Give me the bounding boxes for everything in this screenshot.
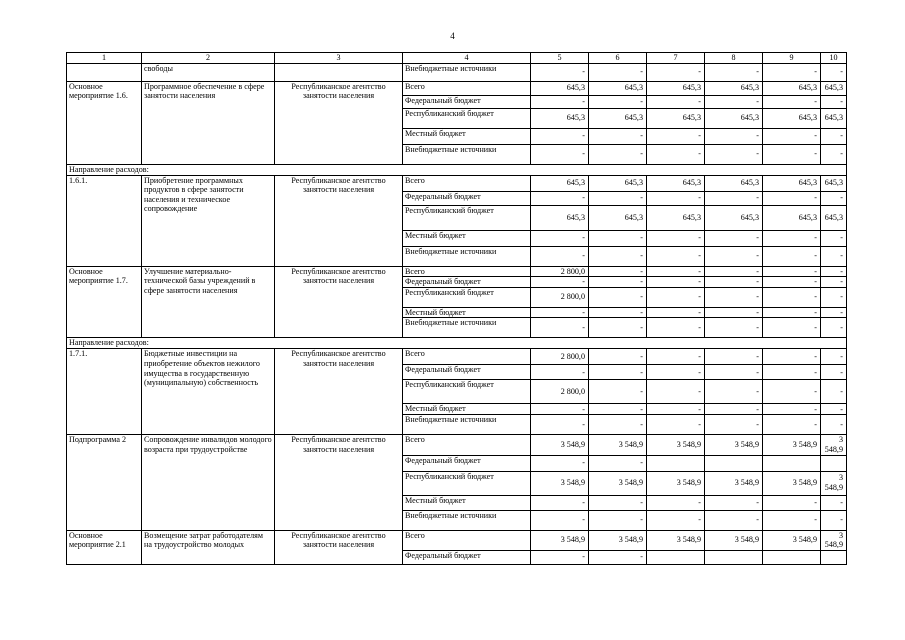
source-cell: Республиканский бюджет	[403, 471, 531, 495]
value-cell: -	[821, 63, 847, 81]
column-header: 3	[275, 53, 403, 64]
direction-row	[67, 164, 847, 175]
value-cell: 3 548,9	[821, 530, 847, 550]
value-cell: -	[647, 415, 705, 435]
value-cell	[705, 550, 763, 564]
table-row	[67, 175, 847, 191]
direction-label: Направление расходов:	[67, 338, 847, 349]
source-cell: Республиканский бюджет	[403, 108, 531, 128]
value-cell: -	[589, 230, 647, 246]
value-cell: -	[531, 307, 589, 318]
value-cell: -	[763, 307, 821, 318]
value-cell: -	[589, 95, 647, 108]
value-cell: -	[705, 191, 763, 205]
value-cell	[821, 455, 847, 471]
value-cell: 645,3	[705, 108, 763, 128]
executor-cell: Республиканское агентство занятости населения	[275, 349, 403, 435]
value-cell: -	[647, 246, 705, 266]
source-cell: Всего	[403, 266, 531, 277]
table-row	[67, 349, 847, 365]
value-cell: -	[763, 287, 821, 307]
value-cell: 2 800,0	[531, 287, 589, 307]
value-cell: 645,3	[589, 205, 647, 230]
value-cell: 645,3	[763, 175, 821, 191]
value-cell: -	[705, 63, 763, 81]
value-cell: -	[763, 266, 821, 277]
value-cell: 645,3	[705, 175, 763, 191]
budget-table	[66, 52, 847, 565]
value-cell: -	[647, 128, 705, 144]
column-header-row	[67, 53, 847, 64]
value-cell: 3 548,9	[763, 471, 821, 495]
name-cell: Улучшение материально-технической базы учреждений в сфере занятости населения	[142, 266, 275, 338]
value-cell: -	[705, 277, 763, 288]
value-cell: 645,3	[647, 175, 705, 191]
column-header: 4	[403, 53, 531, 64]
column-header: 2	[142, 53, 275, 64]
value-cell: -	[647, 307, 705, 318]
value-cell: -	[763, 230, 821, 246]
value-cell	[821, 550, 847, 564]
value-cell: -	[821, 191, 847, 205]
name-cell: Приобретение программных продуктов в сфере занятости населения и техническое сопровождение	[142, 175, 275, 266]
value-cell: -	[647, 230, 705, 246]
value-cell: -	[763, 191, 821, 205]
value-cell: 3 548,9	[647, 471, 705, 495]
value-cell: 3 548,9	[763, 435, 821, 455]
value-cell: 645,3	[705, 205, 763, 230]
value-cell: -	[821, 307, 847, 318]
value-cell: 3 548,9	[589, 471, 647, 495]
value-cell: -	[821, 318, 847, 338]
source-cell: Всего	[403, 530, 531, 550]
executor-cell	[275, 63, 403, 81]
value-cell: -	[705, 128, 763, 144]
value-cell: -	[589, 550, 647, 564]
value-cell: -	[705, 144, 763, 164]
value-cell: -	[821, 349, 847, 365]
value-cell: -	[705, 365, 763, 380]
table-row	[67, 435, 847, 455]
table-body	[67, 53, 847, 565]
source-cell: Федеральный бюджет	[403, 365, 531, 380]
value-cell: 645,3	[647, 205, 705, 230]
code-cell: Основное мероприятие 2.1	[67, 530, 142, 564]
value-cell: -	[589, 191, 647, 205]
table-row	[67, 63, 847, 81]
executor-cell: Республиканское агентство занятости населения	[275, 435, 403, 530]
value-cell: -	[531, 230, 589, 246]
value-cell: -	[589, 380, 647, 404]
value-cell: -	[589, 349, 647, 365]
value-cell: -	[821, 266, 847, 277]
value-cell: 645,3	[647, 81, 705, 95]
value-cell: 3 548,9	[531, 435, 589, 455]
value-cell: -	[531, 455, 589, 471]
value-cell: 3 548,9	[531, 530, 589, 550]
value-cell: 3 548,9	[705, 435, 763, 455]
source-cell: Всего	[403, 81, 531, 95]
value-cell: 645,3	[647, 108, 705, 128]
value-cell: -	[763, 495, 821, 510]
value-cell: -	[821, 380, 847, 404]
value-cell: -	[763, 95, 821, 108]
value-cell: -	[531, 495, 589, 510]
value-cell: -	[531, 415, 589, 435]
column-header: 7	[647, 53, 705, 64]
value-cell: 3 548,9	[705, 471, 763, 495]
value-cell: -	[763, 380, 821, 404]
value-cell: -	[705, 318, 763, 338]
value-cell: -	[589, 455, 647, 471]
value-cell: -	[647, 495, 705, 510]
code-cell: Основное мероприятие 1.6.	[67, 81, 142, 164]
value-cell: -	[647, 349, 705, 365]
value-cell: -	[531, 318, 589, 338]
value-cell: -	[589, 404, 647, 415]
value-cell: -	[705, 307, 763, 318]
value-cell	[647, 455, 705, 471]
value-cell: -	[821, 230, 847, 246]
code-cell: 1.7.1.	[67, 349, 142, 435]
value-cell: 3 548,9	[589, 530, 647, 550]
executor-cell: Республиканское агентство занятости населения	[275, 175, 403, 266]
name-cell: Возмещение затрат работодателям на трудоустройство молодых	[142, 530, 275, 564]
value-cell: -	[647, 95, 705, 108]
column-header: 6	[589, 53, 647, 64]
value-cell: 645,3	[821, 205, 847, 230]
value-cell: -	[589, 287, 647, 307]
value-cell: 645,3	[531, 175, 589, 191]
value-cell: -	[589, 144, 647, 164]
value-cell	[705, 455, 763, 471]
source-cell: Внебюджетные источники	[403, 246, 531, 266]
value-cell: -	[647, 144, 705, 164]
value-cell: -	[647, 287, 705, 307]
value-cell: -	[705, 415, 763, 435]
value-cell: -	[647, 266, 705, 277]
value-cell: -	[531, 128, 589, 144]
value-cell: -	[531, 246, 589, 266]
value-cell	[763, 455, 821, 471]
value-cell: 645,3	[589, 81, 647, 95]
value-cell: -	[821, 128, 847, 144]
source-cell: Федеральный бюджет	[403, 277, 531, 288]
value-cell: -	[589, 495, 647, 510]
value-cell: -	[647, 277, 705, 288]
executor-cell: Республиканское агентство занятости населения	[275, 266, 403, 338]
source-cell: Федеральный бюджет	[403, 550, 531, 564]
value-cell: 645,3	[531, 108, 589, 128]
value-cell: -	[705, 287, 763, 307]
value-cell: -	[589, 246, 647, 266]
value-cell: 645,3	[763, 108, 821, 128]
value-cell: -	[821, 365, 847, 380]
value-cell: -	[647, 318, 705, 338]
value-cell: -	[589, 266, 647, 277]
source-cell: Внебюджетные источники	[403, 63, 531, 81]
executor-cell: Республиканское агентство занятости населения	[275, 530, 403, 564]
value-cell: 645,3	[821, 175, 847, 191]
source-cell: Всего	[403, 435, 531, 455]
source-cell: Федеральный бюджет	[403, 455, 531, 471]
code-cell	[67, 63, 142, 81]
value-cell: 2 800,0	[531, 380, 589, 404]
value-cell: 2 800,0	[531, 266, 589, 277]
value-cell: -	[531, 191, 589, 205]
source-cell: Республиканский бюджет	[403, 287, 531, 307]
source-cell: Местный бюджет	[403, 495, 531, 510]
value-cell: 3 548,9	[821, 471, 847, 495]
value-cell: -	[763, 144, 821, 164]
value-cell: -	[647, 191, 705, 205]
source-cell: Федеральный бюджет	[403, 191, 531, 205]
table-row	[67, 530, 847, 550]
value-cell: -	[763, 318, 821, 338]
column-header: 10	[821, 53, 847, 64]
value-cell: -	[589, 307, 647, 318]
code-cell: 1.6.1.	[67, 175, 142, 266]
value-cell: -	[821, 287, 847, 307]
value-cell: -	[705, 95, 763, 108]
value-cell: 2 800,0	[531, 349, 589, 365]
value-cell: -	[821, 95, 847, 108]
value-cell: -	[705, 230, 763, 246]
source-cell: Всего	[403, 175, 531, 191]
value-cell: -	[647, 365, 705, 380]
value-cell: 3 548,9	[821, 435, 847, 455]
value-cell: -	[763, 63, 821, 81]
value-cell: -	[821, 415, 847, 435]
value-cell: -	[763, 404, 821, 415]
value-cell: 645,3	[589, 175, 647, 191]
value-cell: -	[589, 318, 647, 338]
value-cell: -	[589, 277, 647, 288]
code-cell: Подпрограмма 2	[67, 435, 142, 530]
name-cell: свободы	[142, 63, 275, 81]
executor-cell: Республиканское агентство занятости населения	[275, 81, 403, 164]
value-cell: -	[531, 550, 589, 564]
value-cell: -	[705, 349, 763, 365]
value-cell: -	[647, 510, 705, 530]
value-cell	[647, 550, 705, 564]
value-cell: -	[531, 277, 589, 288]
source-cell: Внебюджетные источники	[403, 318, 531, 338]
source-cell: Внебюджетные источники	[403, 510, 531, 530]
value-cell: -	[763, 349, 821, 365]
value-cell: 3 548,9	[531, 471, 589, 495]
column-header: 9	[763, 53, 821, 64]
value-cell: -	[821, 144, 847, 164]
value-cell: -	[705, 404, 763, 415]
source-cell: Местный бюджет	[403, 128, 531, 144]
value-cell: -	[763, 365, 821, 380]
value-cell: -	[821, 404, 847, 415]
code-cell: Основное мероприятие 1.7.	[67, 266, 142, 338]
value-cell: -	[705, 266, 763, 277]
source-cell: Местный бюджет	[403, 307, 531, 318]
value-cell: -	[821, 495, 847, 510]
value-cell: -	[821, 510, 847, 530]
value-cell: 3 548,9	[647, 435, 705, 455]
source-cell: Республиканский бюджет	[403, 205, 531, 230]
table-row	[67, 81, 847, 95]
value-cell: -	[763, 277, 821, 288]
value-cell: -	[763, 128, 821, 144]
name-cell: Сопровождение инвалидов молодого возраста при трудоустройстве	[142, 435, 275, 530]
value-cell: -	[705, 495, 763, 510]
value-cell: -	[589, 510, 647, 530]
source-cell: Местный бюджет	[403, 404, 531, 415]
value-cell: -	[589, 415, 647, 435]
source-cell: Внебюджетные источники	[403, 144, 531, 164]
name-cell: Бюджетные инвестиции на приобретение объектов нежилого имущества в государственную (муниципальную) собственность	[142, 349, 275, 435]
page-number: 4	[450, 31, 455, 41]
column-header: 5	[531, 53, 589, 64]
value-cell: -	[531, 365, 589, 380]
value-cell: -	[589, 128, 647, 144]
value-cell: 645,3	[821, 108, 847, 128]
source-cell: Всего	[403, 349, 531, 365]
value-cell: 645,3	[589, 108, 647, 128]
value-cell: -	[531, 95, 589, 108]
source-cell: Местный бюджет	[403, 230, 531, 246]
value-cell: -	[589, 63, 647, 81]
value-cell: -	[763, 510, 821, 530]
direction-row	[67, 338, 847, 349]
value-cell: 3 548,9	[705, 530, 763, 550]
table-row	[67, 266, 847, 277]
value-cell: -	[531, 63, 589, 81]
value-cell: -	[705, 246, 763, 266]
value-cell: 645,3	[531, 81, 589, 95]
source-cell: Федеральный бюджет	[403, 95, 531, 108]
value-cell: -	[647, 404, 705, 415]
column-header: 1	[67, 53, 142, 64]
value-cell: 645,3	[763, 81, 821, 95]
value-cell: 645,3	[821, 81, 847, 95]
column-header: 8	[705, 53, 763, 64]
source-cell: Внебюджетные источники	[403, 415, 531, 435]
value-cell: -	[763, 415, 821, 435]
value-cell: 3 548,9	[763, 530, 821, 550]
value-cell: -	[763, 246, 821, 266]
value-cell: 3 548,9	[647, 530, 705, 550]
value-cell: -	[647, 380, 705, 404]
value-cell: -	[705, 380, 763, 404]
value-cell: -	[531, 404, 589, 415]
value-cell: 645,3	[531, 205, 589, 230]
value-cell: -	[821, 246, 847, 266]
value-cell: -	[647, 63, 705, 81]
value-cell: 645,3	[763, 205, 821, 230]
value-cell: -	[705, 510, 763, 530]
value-cell: -	[821, 277, 847, 288]
value-cell: 3 548,9	[589, 435, 647, 455]
source-cell: Республиканский бюджет	[403, 380, 531, 404]
value-cell: 645,3	[705, 81, 763, 95]
value-cell: -	[531, 510, 589, 530]
value-cell	[763, 550, 821, 564]
value-cell: -	[531, 144, 589, 164]
name-cell: Программное обеспечение в сфере занятости населения	[142, 81, 275, 164]
value-cell: -	[589, 365, 647, 380]
direction-label: Направление расходов:	[67, 164, 847, 175]
